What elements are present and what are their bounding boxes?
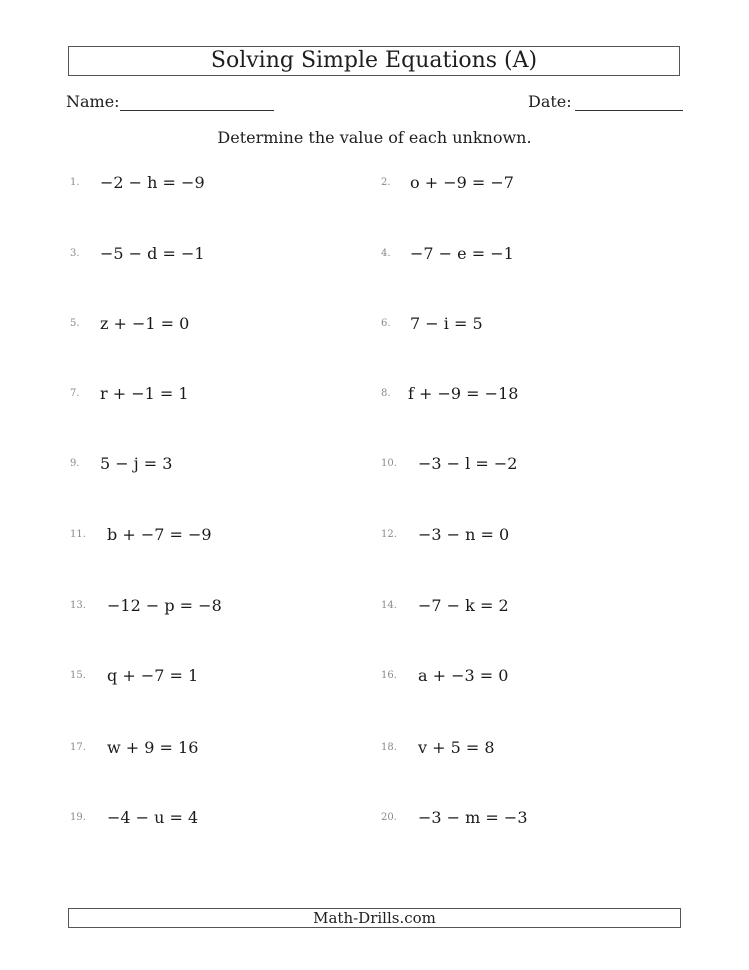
problem-number: 17. <box>70 742 86 753</box>
problem-equation: o + −9 = −7 <box>410 173 514 192</box>
problem-equation: z + −1 = 0 <box>100 314 190 333</box>
problem-equation: b + −7 = −9 <box>107 525 212 544</box>
problem-equation: −7 − k = 2 <box>418 596 509 615</box>
footer-site-name: Math-Drills.com <box>68 908 681 928</box>
problem-number: 19. <box>70 812 86 823</box>
problem-number: 7. <box>70 388 80 399</box>
date-label: Date: <box>528 92 572 111</box>
worksheet-title: Solving Simple Equations (A) <box>68 46 680 76</box>
problem-number: 9. <box>70 458 80 469</box>
problem-equation: r + −1 = 1 <box>100 384 189 403</box>
problem-equation: −5 − d = −1 <box>100 244 205 263</box>
problem-equation: v + 5 = 8 <box>418 738 495 757</box>
name-date-row <box>66 90 684 118</box>
problem-number: 3. <box>70 248 80 259</box>
problem-number: 1. <box>70 177 80 188</box>
problem-equation: −3 − m = −3 <box>418 808 528 827</box>
date-field-line[interactable] <box>575 110 683 111</box>
problem-equation: a + −3 = 0 <box>418 666 509 685</box>
problem-equation: 5 − j = 3 <box>100 454 173 473</box>
problem-equation: −3 − n = 0 <box>418 525 510 544</box>
name-label: Name: <box>66 92 120 111</box>
problem-number: 5. <box>70 318 80 329</box>
problem-number: 6. <box>381 318 391 329</box>
problem-equation: −12 − p = −8 <box>107 596 222 615</box>
problem-number: 12. <box>381 529 397 540</box>
instructions: Determine the value of each unknown. <box>217 128 532 147</box>
problem-number: 2. <box>381 177 391 188</box>
problem-number: 18. <box>381 742 397 753</box>
problem-number: 13. <box>70 600 86 611</box>
problem-number: 14. <box>381 600 397 611</box>
problem-equation: −3 − l = −2 <box>418 454 518 473</box>
problem-equation: w + 9 = 16 <box>107 738 199 757</box>
problem-number: 15. <box>70 670 86 681</box>
problem-equation: f + −9 = −18 <box>408 384 519 403</box>
problem-equation: q + −7 = 1 <box>107 666 199 685</box>
name-field-line[interactable] <box>120 110 274 111</box>
problem-equation: −2 − h = −9 <box>100 173 205 192</box>
problem-equation: 7 − i = 5 <box>410 314 483 333</box>
problem-number: 20. <box>381 812 397 823</box>
problem-number: 8. <box>381 388 391 399</box>
problem-equation: −4 − u = 4 <box>107 808 199 827</box>
problem-number: 11. <box>70 529 86 540</box>
problem-number: 16. <box>381 670 397 681</box>
problem-number: 10. <box>381 458 397 469</box>
problem-equation: −7 − e = −1 <box>410 244 514 263</box>
problem-number: 4. <box>381 248 391 259</box>
